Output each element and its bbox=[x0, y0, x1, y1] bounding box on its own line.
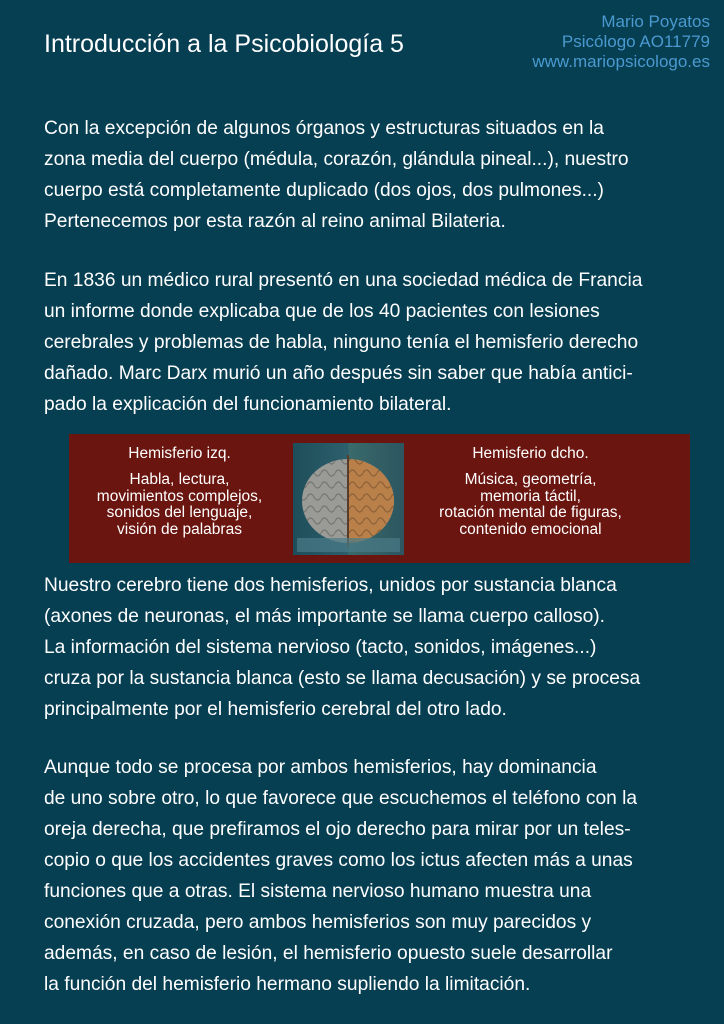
author-license: Psicólogo AO11779 bbox=[561, 32, 710, 51]
paragraph-decussation bbox=[44, 570, 704, 725]
function-item: movimientos complejos, bbox=[96, 487, 263, 505]
right-hemisphere-box bbox=[423, 444, 638, 538]
text-line: dañado. Marc Darx murió un año después sin saber que había antici- bbox=[44, 363, 633, 384]
function-item: visión de palabras bbox=[117, 520, 242, 538]
text-line: pado la explicación del funcionamiento bilateral. bbox=[44, 394, 452, 415]
author-website[interactable]: www.mariopsicologo.es bbox=[532, 52, 710, 71]
text-line: Con la excepción de algunos órganos y estructuras situados en la bbox=[44, 118, 604, 139]
brain-image bbox=[293, 443, 404, 555]
hemispheres-figure bbox=[69, 434, 690, 563]
text-line: la función del hemisferio hermano supliendo la limitación. bbox=[44, 974, 531, 995]
left-hemisphere-title: Hemisferio izq. bbox=[128, 445, 231, 462]
left-hemisphere-functions bbox=[72, 472, 287, 538]
text-line: copio o que los accidentes graves como los ictus afecten más a unas bbox=[44, 850, 633, 871]
function-item: Música, geometría, bbox=[464, 471, 597, 488]
text-line: conexión cruzada, pero ambos hemisferios son muy parecidos y bbox=[44, 912, 592, 933]
text-line: oreja derecha, que prefiramos el ojo derecho para mirar por un teles- bbox=[44, 819, 631, 840]
paragraph-bilateria bbox=[44, 113, 704, 237]
function-item: sonidos del lenguaje, bbox=[106, 504, 253, 521]
author-credit bbox=[532, 12, 710, 72]
paragraph-history bbox=[44, 265, 704, 420]
function-item: contenido emocional bbox=[459, 520, 602, 538]
paragraph-dominance bbox=[44, 752, 704, 1000]
text-line: un informe donde explicaba que de los 40 pacientes con lesiones bbox=[44, 301, 600, 322]
page-title: Introducción a la Psicobiología 5 bbox=[44, 30, 404, 58]
text-line: Aunque todo se procesa por ambos hemisferios, hay dominancia bbox=[44, 757, 597, 778]
text-line: En 1836 un médico rural presentó en una sociedad médica de Francia bbox=[44, 270, 643, 291]
author-name: Mario Poyatos bbox=[601, 12, 710, 31]
text-line: de uno sobre otro, lo que favorece que escuchemos el teléfono con la bbox=[44, 788, 638, 809]
text-line: cruza por la sustancia blanca (esto se llama decusación) y se procesa bbox=[44, 668, 641, 689]
function-item: memoria táctil, bbox=[480, 487, 581, 505]
right-hemisphere-title: Hemisferio dcho. bbox=[472, 445, 589, 462]
text-line: Pertenecemos por esta razón al reino animal Bilateria. bbox=[44, 211, 506, 232]
text-line: principalmente por el hemisferio cerebral del otro lado. bbox=[44, 699, 507, 720]
text-line: (axones de neuronas, el más importante se llama cuerpo calloso). bbox=[44, 606, 605, 627]
function-item: Habla, lectura, bbox=[129, 471, 230, 488]
text-line: La información del sistema nervioso (tacto, sonidos, imágenes...) bbox=[44, 637, 597, 658]
brain-icon bbox=[293, 443, 404, 555]
left-hemisphere-box bbox=[72, 444, 287, 538]
text-line: zona media del cuerpo (médula, corazón, glándula pineal...), nuestro bbox=[44, 149, 629, 170]
text-line: funciones que a otras. El sistema nervioso humano muestra una bbox=[44, 881, 592, 902]
text-line: cerebrales y problemas de habla, ninguno tenía el hemisferio derecho bbox=[44, 332, 639, 353]
text-line: además, en caso de lesión, el hemisferio opuesto suele desarrollar bbox=[44, 943, 613, 964]
right-hemisphere-functions bbox=[423, 472, 638, 538]
function-item: rotación mental de figuras, bbox=[439, 504, 622, 521]
text-line: cuerpo está completamente duplicado (dos ojos, dos pulmones...) bbox=[44, 180, 604, 201]
text-line: Nuestro cerebro tiene dos hemisferios, unidos por sustancia blanca bbox=[44, 575, 617, 596]
